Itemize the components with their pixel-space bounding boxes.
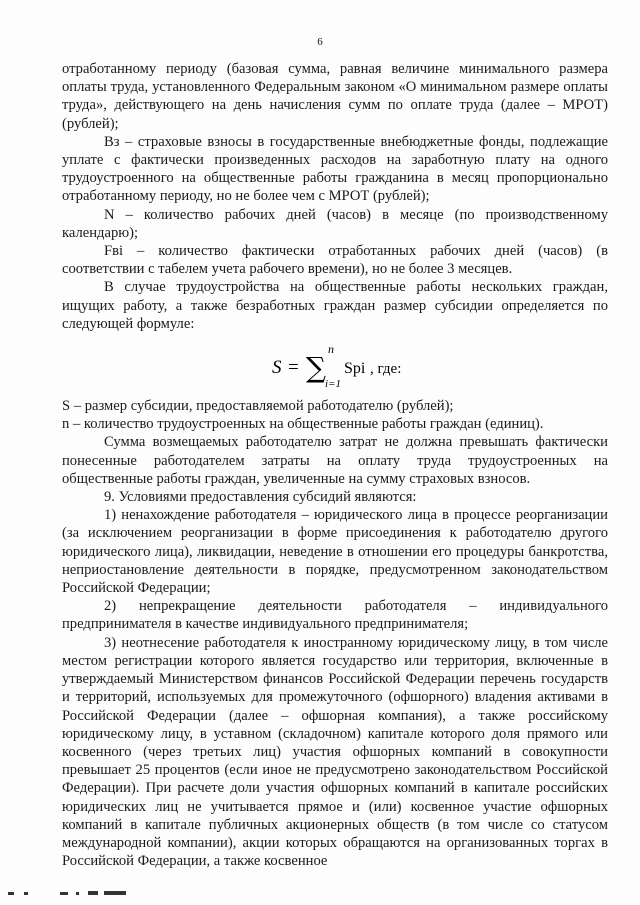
formula-lower-limit: i=1	[325, 378, 341, 391]
paragraph: N – количество рабочих дней (часов) в месяце (по производственному календарю);	[62, 206, 608, 241]
paragraph: S – размер субсидии, предоставляемой работодателю (рублей);	[62, 398, 454, 415]
formula-suffix: , где:	[370, 361, 402, 378]
formula-lhs: S	[272, 357, 282, 379]
formula-term: Spi	[344, 360, 366, 378]
paragraph: Вз – страховые взносы в государственные внебюджетные фонды, подлежащие уплате с фактически произведенных расходов на заработную плату на одного трудоустроенного на общественные работы гражданина в месяц пропорционально отработанному периоду, но не более чем с МРОТ (рублей);	[62, 133, 608, 205]
formula-equals: =	[288, 357, 299, 379]
paragraph: В случае трудоустройства на общественные работы нескольких граждан, ищущих работу, а также безработных граждан размер субсидии определяется по следующей формуле:	[62, 279, 608, 332]
formula-graphic	[272, 341, 472, 393]
paragraph: 3) неотнесение работодателя к иностранному юридическому лицу, в том числе местом регистрации которого является государство или территория, включенные в утверждаемый Министерством финансов Российской Федерации перечень государств и территорий, используемых для промежуточного (офшорного) владения активами в Российской Федерации (далее – офшорная компания), а также российскому юридическому лицу, в уставном (складочном) капитале которого доля прямого или косвенного (через третьих лиц) участия офшорных компаний в совокупности превышает 25 процентов (если иное не предусмотрено законодательством Российской Федерации). При расчете доли участия офшорных компаний в капитале российских юридических лиц не учитывается прямое и (или) косвенное участие офшорных компаний в капитале публичных акционерных обществ (в том числе со статусом международной компании), акции которых обращаются на организованных торгах в Российской Федерации, а также косвенное	[62, 634, 608, 870]
paragraph: отработанному периоду (базовая сумма, равная величине минимального размера оплаты труда, установленного Федеральным законом «О минимальном размере оплаты труда», действующего на день начисления сумм по оплате труда (далее – МРОТ) (рублей);	[62, 61, 608, 132]
scan-artifact-marks	[0, 880, 640, 905]
paragraph: 2) непрекращение деятельности работодателя – индивидуального предпринимателя в качестве индивидуального предпринимателя;	[62, 598, 608, 633]
paragraph: Сумма возмещаемых работодателю затрат не должна превышать фактически понесенные работодателем затраты на оплату труда трудоустроенных на общественные работы граждан, увеличенные на сумму страховых взносов.	[62, 434, 608, 487]
paragraph: 9. Условиями предоставления субсидий являются:	[104, 489, 417, 506]
subsidy-formula	[62, 333, 608, 397]
page-number: 6	[317, 36, 323, 48]
paragraph: Fвi – количество фактически отработанных рабочих дней (часов) (в соответствии с табелем учета рабочего времени), но не более 3 месяцев.	[62, 243, 608, 278]
sum-symbol-icon: ∑	[306, 351, 326, 385]
paragraph: n – количество трудоустроенных на общественные работы граждан (единиц).	[62, 416, 544, 433]
document-body	[62, 60, 608, 870]
formula-upper-limit: n	[328, 342, 334, 357]
paragraph: 1) ненахождение работодателя – юридического лица в процессе реорганизации (за исключением реорганизации в форме присоединения к работодателю другого юридического лица), ликвидации, неведение в отношении его процедуры банкротства, неприостановление деятельности в порядке, предусмотренном законодательством Российской Федерации;	[62, 507, 608, 597]
